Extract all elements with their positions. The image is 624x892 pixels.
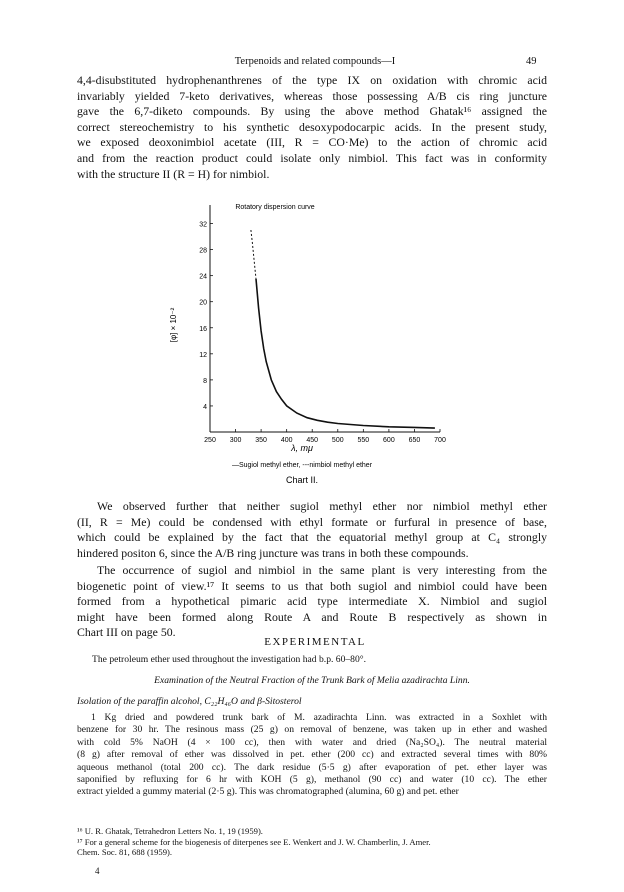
footnote-16: ¹⁶ U. R. Ghatak, Tetrahedron Letters No. 1, 19 (1959). <box>77 826 263 836</box>
text-line: extract yielded a gummy material (2·5 g). This was chromatographed (alumina, 60 g) and pet. ether <box>77 786 459 798</box>
x-tick-label: 650 <box>408 437 421 444</box>
isolation-heading: Isolation of the paraffin alcohol, C₂₂H₄₆O and β-Sitosterol <box>77 696 302 707</box>
text-line: with cold 5% NaOH (4 × 100 cc), then with water and dried (Na₂SO₄). The neutral material <box>77 736 547 748</box>
text-line: and from the reaction product could isolate only nimbiol. This fact was in conformity <box>77 150 547 165</box>
text-line: formed from a hypothetical pimaric acid type intermediate X. Nimbiol and sugiol <box>77 594 547 609</box>
series-line-sugiol-methyl-ether <box>256 279 435 428</box>
x-tick-label: 450 <box>306 437 319 444</box>
footnotes <box>77 826 547 858</box>
chart-axes <box>210 205 440 432</box>
y-tick-label: 16 <box>199 325 207 333</box>
text-line: which could be explained by the fact that the equatorial methyl group at C₄ strongly <box>77 530 547 545</box>
chart-title: Rotatory dispersion curve <box>235 204 315 211</box>
y-ticks <box>199 222 213 411</box>
footnote-17: ¹⁷ For a general scheme for the biogenesis of diterpenes see E. Wenkert and J. W. Chamberlin, J. Amer. <box>77 836 431 847</box>
text-line: The occurrence of sugiol and nimbiol in the same plant is very interesting from the <box>97 563 547 577</box>
x-tick-label: 250 <box>204 437 216 444</box>
y-tick-label: 12 <box>199 351 207 359</box>
text-line: correct stereochemistry to his synthetic desoxypodocarpic acids. In the present study, <box>77 119 547 134</box>
chart-series <box>251 230 435 428</box>
x-ticks <box>204 429 446 444</box>
text-line: 4,4-disubstituted hydrophenanthrenes of the type IX on oxidation with chromic acid <box>77 73 547 87</box>
text-line: invariably yielded 7-keto derivatives, whereas those possessing A/B cis ring juncture <box>77 88 547 103</box>
paragraph-1 <box>77 73 547 182</box>
text-line: 1 Kg dried and powdered trunk bark of M. azadirachta Linn. was extracted in a Soxhlet with <box>91 712 547 723</box>
chart-legend: —Sugiol methyl ether, ---nimbiol methyl ether <box>231 462 373 469</box>
y-tick-label: 32 <box>199 221 207 229</box>
paragraph-2 <box>77 499 547 561</box>
x-tick-label: 500 <box>331 437 344 444</box>
text-line: biogenetic point of view.¹⁷ It seems to us that both sugiol and nimbiol could have been <box>77 578 547 593</box>
text-line: with the structure II (R = H) for nimbiol. <box>77 166 270 181</box>
chart-caption: Chart II. <box>285 475 319 485</box>
text-line: (II, R = Me) could be condensed with ethyl formate or furfural in presence of base, <box>77 514 547 529</box>
text-line: we exposed deoxonimbiol acetate (III, R = CO·Me) to the action of chromic acid <box>77 135 547 150</box>
footnote-17-continued: Chem. Soc. 81, 688 (1959). <box>77 847 173 858</box>
section-subheading: Examination of the Neutral Fraction of the Trunk Bark of Melia azadirachta Linn. <box>154 675 470 686</box>
text-line: benzene for 30 hr. The resinous mass (25 g) on removal of benzene, was taken up in ether and washed <box>77 724 547 736</box>
x-tick-label: 550 <box>357 437 370 444</box>
text-line: aqueous methanol (total 200 cc). The dark residue (5·5 g) after evaporation of pet. ether layer was <box>77 761 547 773</box>
text-line: gave the 6,7-diketo compounds. By using the above method Ghatak¹⁶ assigned the <box>77 104 547 119</box>
running-header: Terpenoids and related compounds—I <box>234 56 396 67</box>
isolation-paragraph <box>77 712 547 799</box>
x-tick-label: 700 <box>434 437 446 444</box>
x-tick-label: 600 <box>383 437 395 444</box>
x-axis-label: λ, mμ <box>291 443 313 453</box>
text-line: might have been formed along Route A and Route B respectively as shown in <box>77 609 547 624</box>
x-tick-label: 350 <box>255 437 267 444</box>
series-line-nimbiol-methyl-ether <box>251 230 256 279</box>
paragraph-3 <box>77 563 547 641</box>
experimental-heading: EXPERIMENTAL <box>264 636 366 648</box>
y-tick-label: 8 <box>203 377 207 385</box>
text-line: We observed further that neither sugiol methyl ether nor nimbiol methyl ether <box>97 499 547 513</box>
y-tick-label: 4 <box>203 403 207 411</box>
x-tick-label: 400 <box>280 437 293 444</box>
y-tick-label: 28 <box>199 247 207 255</box>
rotatory-dispersion-chart <box>150 195 460 485</box>
footer-mark: 4 <box>95 866 100 876</box>
y-tick-label: 20 <box>199 299 207 307</box>
text-line: Chart III on page 50. <box>77 625 176 640</box>
page-number: 49 <box>526 56 537 67</box>
y-axis-label: [φ] × 10⁻² <box>169 307 178 343</box>
x-tick-label: 300 <box>229 437 242 444</box>
text-line: saponified by refluxing for 6 hr with KOH (5 g), methanol (90 cc) and water (10 cc). The ether <box>77 774 547 786</box>
y-tick-label: 24 <box>199 273 207 281</box>
text-line: hindered positon 6, since the A/B ring juncture was trans in both these compounds. <box>77 545 469 560</box>
text-line: (8 g) after removal of ether was dissolved in pet. ether (200 cc) and extracted several times with 80% <box>77 749 547 761</box>
petroleum-note: The petroleum ether used throughout the investigation had b.p. 60–80°. <box>92 654 367 665</box>
